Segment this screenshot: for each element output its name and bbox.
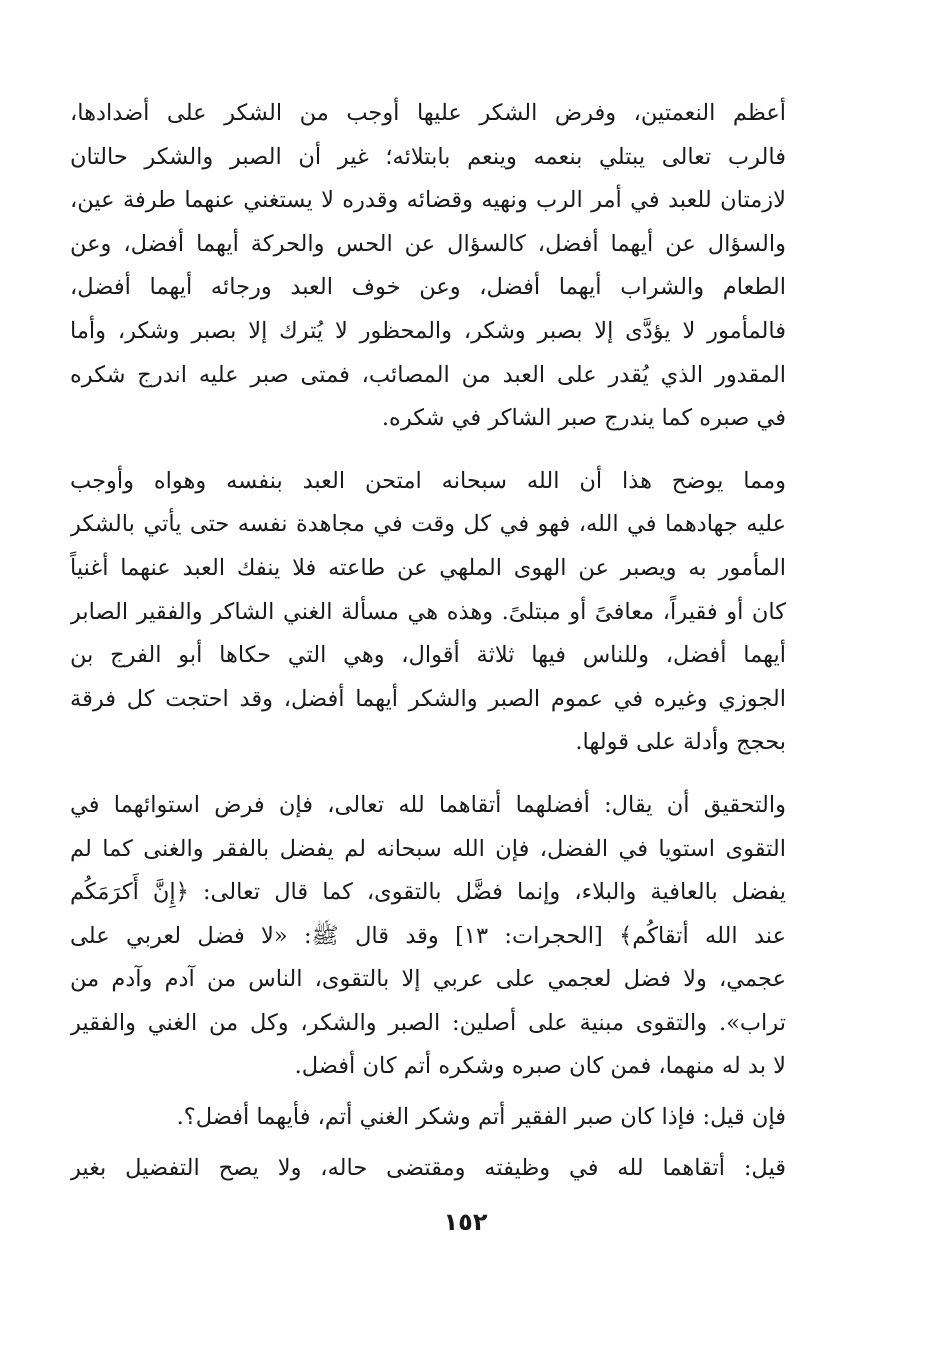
text-line: المقدور الذي يُقدر على العبد من المصائب، فمتى صبر عليه اندرج شكره bbox=[70, 361, 786, 388]
text-line: الجوزي وغيره في عموم الصبر والشكر أيهما أفضل، وقد احتجت كل فرقة bbox=[70, 685, 786, 712]
text-line: التقوى استويا في الفضل، فإن الله سبحانه لم يفضل بالفقر والغنى كما لم bbox=[70, 835, 786, 862]
text-line: أيهما أفضل، وللناس فيها ثلاثة أقوال، وهي التي حكاها أبو الفرج بن bbox=[70, 642, 786, 669]
text-line: لا بد له منهما، فمن كان صبره وشكره أتم كان أفضل. bbox=[294, 1053, 786, 1080]
text-line: والسؤال عن أيهما أفضل، كالسؤال عن الحس والحركة أيهما أفضل، وعن bbox=[70, 230, 786, 257]
paragraph-3 bbox=[70, 784, 786, 1089]
text-line: يفضل بالعافية والبلاء، وإنما فضَّل بالتقوى، كما قال تعالى: ﴿إِنَّ أَكرَمَكُم bbox=[70, 879, 786, 906]
paragraph-5 bbox=[70, 1147, 786, 1191]
text-line: الطعام والشراب أيهما أفضل، وعن خوف العبد ورجائه أيهما أفضل، bbox=[70, 274, 786, 301]
text-line: عند الله أتقاكُم﴾ [الحجرات: ١٣] وقد قال ﷺ: «لا فضل لعربي على bbox=[70, 922, 786, 949]
text-line: أعظم النعمتين، وفرض الشكر عليها أوجب من الشكر على أضدادها، bbox=[70, 100, 786, 126]
text-line: عليه جهادهما في الله، فهو في كل وقت في مجاهدة نفسه حتى يأتي بالشكر bbox=[70, 511, 786, 538]
text-line: لازمتان للعبد في أمر الرب ونهيه وقضائه وقدره لا يستغني عنهما طرفة عين، bbox=[70, 187, 786, 214]
paragraph-4 bbox=[70, 1096, 786, 1140]
text-line: فالرب تعالى يبتلي بنعمه وينعم بابتلائه؛ غير أن الصبر والشكر حالتان bbox=[70, 143, 786, 170]
text-line: ومما يوضح هذا أن الله سبحانه امتحن العبد بنفسه وهواه وأوجب bbox=[70, 467, 786, 494]
text-line: كان أو فقيراً، معافىً أو مبتلىً. وهذه هي مسألة الغني الشاكر والفقير الصابر bbox=[70, 598, 786, 625]
page-number: ١٥٢ bbox=[443, 1208, 488, 1236]
text-line: فالمأمور لا يؤدَّى إلا بصبر وشكر، والمحظور لا يُترك إلا بصبر وشكر، وأما bbox=[70, 317, 786, 344]
paragraph-2 bbox=[70, 460, 786, 765]
book-page-text bbox=[70, 92, 786, 1190]
text-line: في صبره كما يندرج صبر الشاكر في شكره. bbox=[381, 405, 786, 432]
text-line: فإن قيل: فإذا كان صبر الفقير أتم وشكر الغني أتم، فأيهما أفضل؟. bbox=[176, 1104, 786, 1131]
text-line: والتحقيق أن يقال: أفضلهما أتقاهما لله تعالى، فإن فرض استوائهما في bbox=[70, 791, 786, 818]
text-line: تراب». والتقوى مبنية على أصلين: الصبر والشكر، وكل من الغني والفقير bbox=[70, 1009, 786, 1036]
text-line: قيل: أتقاهما لله في وظيفته ومقتضى حاله، ولا يصح التفضيل بغير bbox=[70, 1154, 786, 1181]
text-line: بحجج وأدلة على قولها. bbox=[575, 729, 786, 756]
text-line: عجمي، ولا فضل لعجمي على عربي إلا بالتقوى، الناس من آدم وآدم من bbox=[70, 966, 786, 993]
paragraph-1 bbox=[70, 92, 786, 441]
text-line: المأمور به ويصبر عن الهوى الملهي عن طاعته فلا ينفك العبد عنهما أغنياً bbox=[70, 554, 786, 581]
